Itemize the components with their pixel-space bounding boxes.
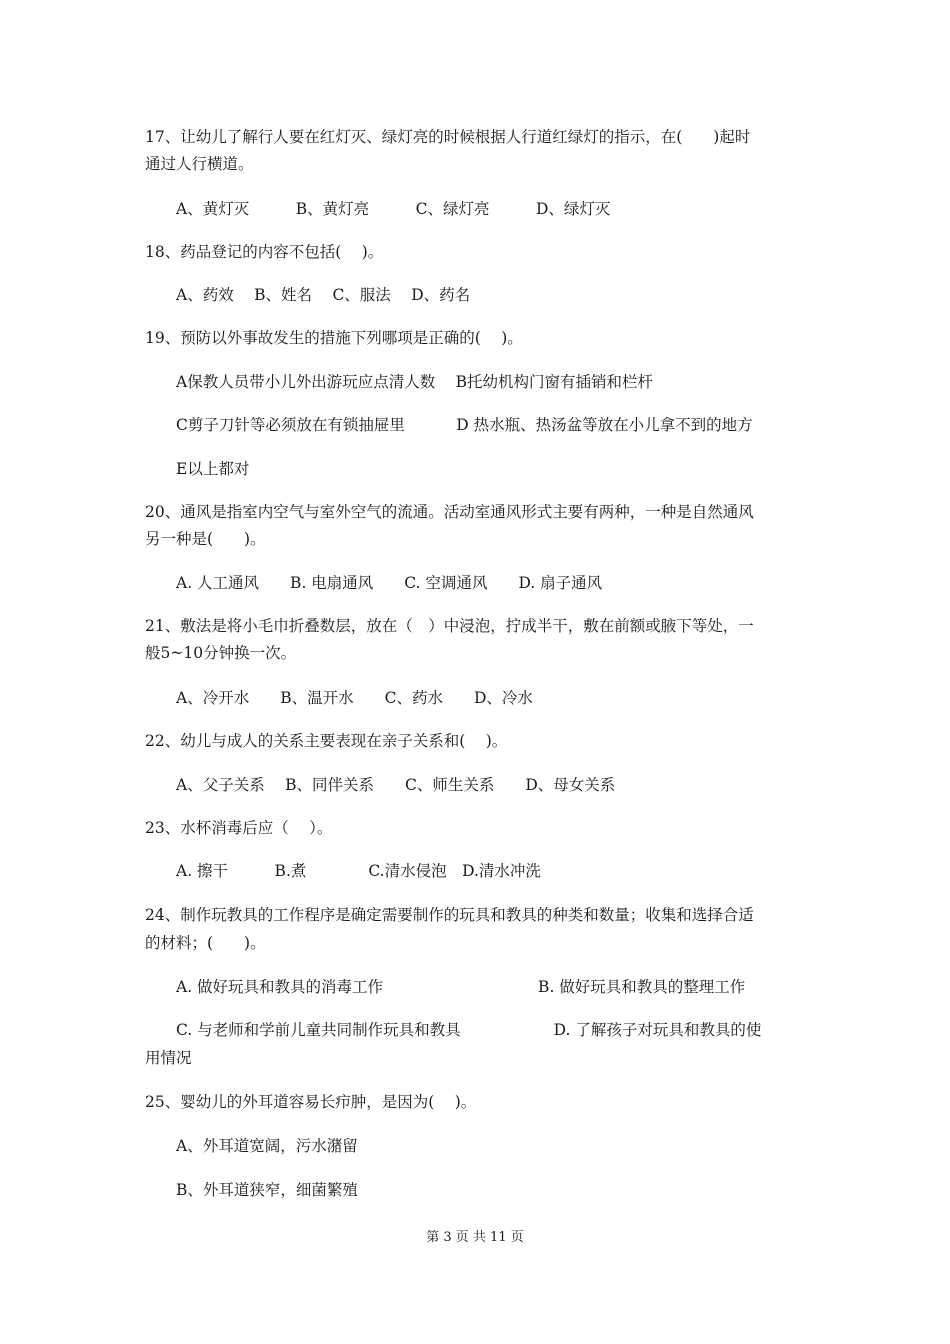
page-footer: 第 3 页 共 11 页 bbox=[426, 1230, 524, 1245]
question-line: 另一种是( )。 bbox=[145, 530, 266, 548]
option-line: C剪子刀针等必须放在有锁抽屉里 D 热水瓶、热汤盆等放在小儿拿不到的地方 bbox=[176, 416, 753, 434]
question-line: 的材料；( )。 bbox=[145, 934, 266, 952]
question-line: 23、水杯消毒后应（ ）。 bbox=[145, 819, 333, 837]
option-line: B、外耳道狭窄，细菌繁殖 bbox=[176, 1181, 358, 1199]
option-line: A. 擦干 B.煮 C.清水侵泡 D.清水冲洗 bbox=[176, 862, 541, 880]
option-line: A. 做好玩具和教具的消毒工作 B. 做好玩具和教具的整理工作 bbox=[176, 978, 746, 996]
option-line: A、外耳道宽阔，污水潴留 bbox=[176, 1137, 358, 1155]
question-line: 通过人行横道。 bbox=[145, 155, 254, 173]
option-line: A保教人员带小儿外出游玩应点清人数 B托幼机构门窗有插销和栏杆 bbox=[176, 373, 654, 391]
option-line: C. 与老师和学前儿童共同制作玩具和教具 D. 了解孩子对玩具和教具的使 bbox=[176, 1021, 762, 1039]
question-line: 般5~10分钟换一次。 bbox=[145, 644, 297, 662]
question-line: 用情况 bbox=[145, 1049, 192, 1067]
question-line: 18、药品登记的内容不包括( )。 bbox=[145, 243, 384, 261]
question-line: 19、预防以外事故发生的措施下列哪项是正确的( )。 bbox=[145, 329, 523, 347]
question-line: 24、制作玩教具的工作程序是确定需要制作的玩具和教具的种类和数量；收集和选择合适 bbox=[145, 906, 754, 924]
question-line: 25、婴幼儿的外耳道容易长疖肿，是因为( )。 bbox=[145, 1093, 477, 1111]
option-line: E以上都对 bbox=[176, 460, 250, 478]
option-line: A. 人工通风 B. 电扇通风 C. 空调通风 D. 扇子通风 bbox=[176, 574, 603, 592]
question-line: 21、敷法是将小毛巾折叠数层，放在（ ）中浸泡，拧成半干，敷在前额或腋下等处，一 bbox=[145, 617, 754, 635]
option-line: A、药效 B、姓名 C、服法 D、药名 bbox=[176, 286, 471, 304]
question-line: 20、通风是指室内空气与室外空气的流通。活动室通风形式主要有两种，一种是自然通风 bbox=[145, 503, 754, 521]
question-line: 22、幼儿与成人的关系主要表现在亲子关系和( )。 bbox=[145, 732, 508, 750]
option-line: A、黄灯灭 B、黄灯亮 C、绿灯亮 D、绿灯灭 bbox=[176, 200, 611, 218]
option-line: A、冷开水 B、温开水 C、药水 D、冷水 bbox=[176, 689, 533, 707]
question-line: 17、让幼儿了解行人要在红灯灭、绿灯亮的时候根据人行道红绿灯的指示，在( )起时 bbox=[145, 128, 751, 146]
option-line: A、父子关系 B、同伴关系 C、师生关系 D、母女关系 bbox=[176, 776, 616, 794]
